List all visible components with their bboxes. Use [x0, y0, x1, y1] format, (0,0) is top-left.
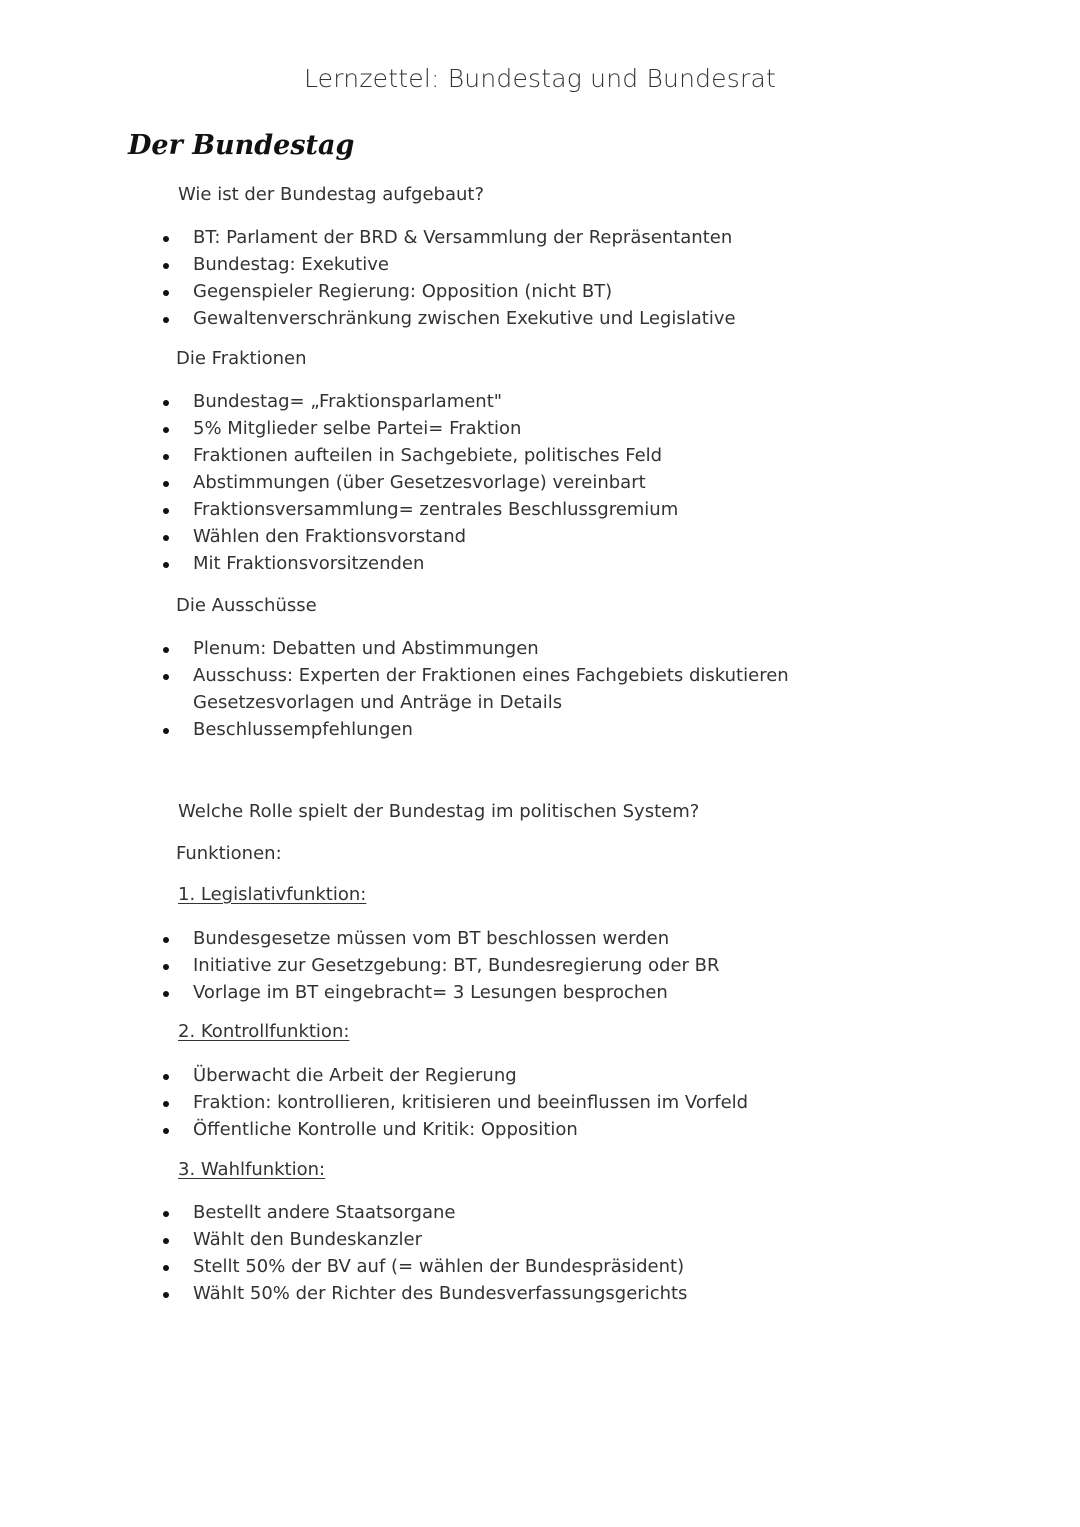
list-item: Wählen den Fraktionsvorstand	[163, 523, 943, 550]
heading-kontrollfunktion: 2. Kontrollfunktion:	[178, 1021, 350, 1042]
list-item: Fraktion: kontrollieren, kritisieren und beeinflussen im Vorfeld	[163, 1089, 943, 1116]
list-item: Mit Fraktionsvorsitzenden	[163, 550, 943, 577]
list-item: Stellt 50% der BV auf (= wählen der Bundespräsident)	[163, 1253, 943, 1280]
heading-legislativfunktion: 1. Legislativfunktion:	[178, 884, 367, 905]
list-item: Plenum: Debatten und Abstimmungen	[163, 635, 943, 662]
list-item: Wählt den Bundeskanzler	[163, 1226, 943, 1253]
list-item: Beschlussempfehlungen	[163, 716, 943, 743]
list-item: Bestellt andere Staatsorgane	[163, 1199, 943, 1226]
list-item: Öffentliche Kontrolle und Kritik: Opposition	[163, 1116, 943, 1143]
list-item: Gewaltenverschränkung zwischen Exekutive und Legislative	[163, 305, 943, 332]
heading-funktionen: Funktionen:	[176, 843, 282, 864]
page-title: Lernzettel: Bundestag und Bundesrat	[303, 64, 776, 93]
list-item: Bundestag: Exekutive	[163, 251, 943, 278]
list-legislativ	[163, 925, 943, 1006]
list-item: Bundesgesetze müssen vom BT beschlossen werden	[163, 925, 943, 952]
question-aufbau: Wie ist der Bundestag aufgebaut?	[178, 184, 485, 205]
question-rolle: Welche Rolle spielt der Bundestag im politischen System?	[178, 801, 700, 822]
list-item: Gegenspieler Regierung: Opposition (nicht BT)	[163, 278, 943, 305]
list-fraktionen	[163, 388, 943, 577]
heading-ausschuesse: Die Ausschüsse	[176, 595, 317, 616]
list-item: Wählt 50% der Richter des Bundesverfassungsgerichts	[163, 1280, 943, 1307]
list-item: Fraktionen aufteilen in Sachgebiete, politisches Feld	[163, 442, 943, 469]
list-kontroll	[163, 1062, 943, 1143]
list-item: Initiative zur Gesetzgebung: BT, Bundesregierung oder BR	[163, 952, 943, 979]
list-item: Vorlage im BT eingebracht= 3 Lesungen besprochen	[163, 979, 943, 1006]
list-wahl	[163, 1199, 943, 1307]
list-item: 5% Mitglieder selbe Partei= Fraktion	[163, 415, 943, 442]
list-ausschuesse	[163, 635, 943, 743]
heading-fraktionen: Die Fraktionen	[176, 348, 307, 369]
list-item: BT: Parlament der BRD & Versammlung der Repräsentanten	[163, 224, 943, 251]
heading-wahlfunktion: 3. Wahlfunktion:	[178, 1159, 326, 1180]
list-aufbau	[163, 224, 943, 332]
list-item: Bundestag= „Fraktionsparlament"	[163, 388, 943, 415]
list-item: Fraktionsversammlung= zentrales Beschlussgremium	[163, 496, 943, 523]
list-item: Ausschuss: Experten der Fraktionen eines Fachgebiets diskutieren Gesetzesvorlagen und Anträge in Details	[163, 662, 943, 716]
list-item: Abstimmungen (über Gesetzesvorlage) vereinbart	[163, 469, 943, 496]
list-item: Überwacht die Arbeit der Regierung	[163, 1062, 943, 1089]
section-title: Der Bundestag	[128, 130, 355, 161]
